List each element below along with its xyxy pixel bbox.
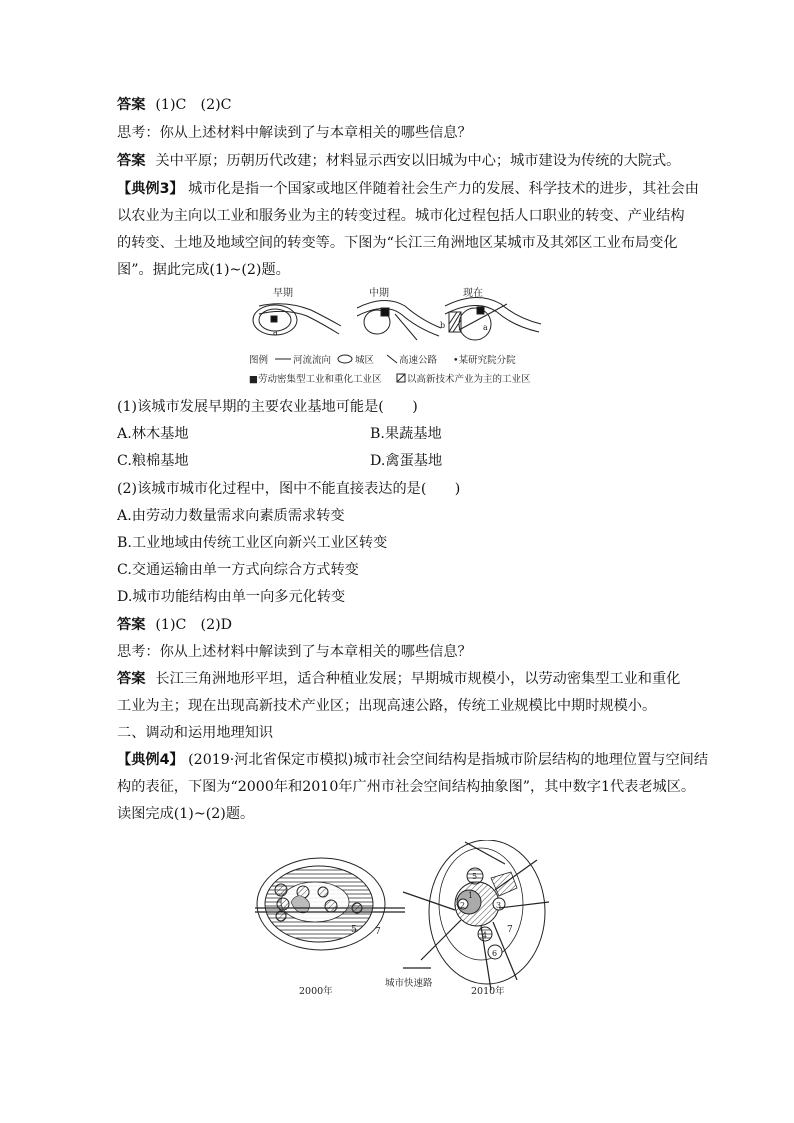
svg-text:5: 5	[351, 925, 357, 935]
think-question-2	[117, 642, 472, 662]
answer-text: 长江三角洲地形平坦，适合种植业发展；早期城市规模小，以劳动密集型工业和重化	[155, 671, 681, 687]
think-answer-1	[117, 151, 680, 171]
example-4-line-3: 读图完成(1)~(2)题。	[117, 806, 255, 822]
svg-text:7: 7	[375, 927, 381, 937]
think-question-1	[117, 123, 472, 143]
industrial-layout-figure	[245, 284, 565, 388]
example-3-tag: 【典例3】	[117, 181, 184, 197]
map-2010	[403, 840, 549, 997]
legend-heavy-industry: ■劳动密集型工业和重化工业区	[249, 374, 382, 385]
q2-option-d[interactable]: D.城市功能结构由单一向多元化转变	[117, 589, 346, 605]
example-4-line-2: 构的表征，下图为“2000年和2010年广州市社会空间结构抽象图”，其中数字1代表老城区。	[117, 779, 696, 795]
example-4-tag: 【典例4】	[117, 752, 184, 768]
legend-river: 河流流向	[293, 355, 332, 366]
q1-option-d[interactable]: D.禽蛋基地	[370, 453, 443, 469]
example-3-line-3: 的转变、土地及地域空间的转变等。下图为“长江三角洲地区某城市及其郊区工业布局变化	[117, 235, 678, 251]
label-middle: 中期	[369, 288, 389, 299]
answer-example-3	[117, 615, 232, 635]
label-now: 现在	[463, 288, 483, 299]
label-2000: 2000年	[299, 986, 333, 997]
svg-text:1: 1	[468, 891, 474, 900]
svg-text:城市快速路: 城市快速路	[385, 978, 433, 989]
example-3-line-4: 图”。据此完成(1)~(2)题。	[117, 262, 290, 278]
river-middle	[357, 300, 441, 328]
example-3-text: 城市化是指一个国家或地区伴随着社会生产力的发展、科学技术的进步，其社会由	[188, 181, 699, 197]
answer-label: 答案	[117, 617, 146, 633]
svg-text:5: 5	[472, 872, 478, 881]
think-text: 你从上述材料中解读到了与本章相关的哪些信息？	[159, 125, 472, 141]
label-early: 早期	[273, 288, 293, 299]
social-space-figure	[255, 840, 555, 1002]
svg-text:6: 6	[492, 949, 498, 958]
legend-highway: 高速公路	[399, 355, 438, 366]
heavy-industry-now	[477, 307, 484, 314]
river-early	[259, 304, 341, 326]
svg-text:b: b	[440, 321, 446, 330]
question-2: (2)该城市城市化过程中，图中不能直接表达的是( )	[117, 481, 461, 497]
map-2000	[255, 858, 405, 997]
legend-highway-icon	[387, 355, 397, 363]
example-3-line-2: 以农业为主向以工业和服务业为主的转变过程。城市化过程包括人口职业的转变、产业结构	[117, 208, 685, 224]
heavy-industry-middle	[381, 308, 389, 316]
legend-hightech: 以高新技术产业为主的工业区	[407, 374, 531, 385]
legend-prefix: 图例	[249, 355, 269, 366]
answer-label: 答案	[117, 153, 146, 169]
think-answer-2-line-2: 工业为主；现在出现高新技术产业区；出现高速公路，传统工业规模比中期时规模小。	[117, 698, 657, 714]
think-label: 思考：	[117, 125, 160, 141]
answer-label: 答案	[117, 671, 146, 687]
svg-text:3: 3	[496, 901, 502, 910]
svg-text:a: a	[483, 323, 488, 332]
question-1: (1)该城市发展早期的主要农业基地可能是( )	[117, 399, 418, 415]
answer-text: (1)C (2)D	[155, 617, 233, 633]
q2-option-b[interactable]: B.工业地域由传统工业区向新兴工业区转变	[117, 535, 388, 551]
q1-option-a[interactable]: A.林木基地	[117, 426, 189, 442]
q1-option-c[interactable]: C.粮棉基地	[117, 453, 189, 469]
legend-expressway	[385, 968, 433, 989]
svg-text:2: 2	[460, 901, 466, 910]
answer-text: 关中平原；历朝历代改建；材料显示西安以旧城为中心；城市建设为传统的大院式。	[155, 153, 681, 169]
section-heading-2: 二、调动和运用地理知识	[117, 725, 274, 741]
think-answer-2-line-1	[117, 669, 680, 689]
svg-text:4: 4	[482, 931, 488, 940]
legend-institute: •某研究院分院	[453, 355, 516, 366]
legend-city-icon	[338, 355, 352, 363]
think-label: 思考：	[117, 644, 160, 660]
answer-label: 答案	[117, 97, 146, 113]
think-text: 你从上述材料中解读到了与本章相关的哪些信息？	[159, 644, 472, 660]
q2-option-a[interactable]: A.由劳动力数量需求向素质需求转变	[117, 508, 345, 524]
heavy-industry-early	[271, 316, 277, 322]
svg-text:a: a	[273, 328, 278, 337]
answer-text: (1)C (2)C	[155, 97, 232, 113]
example-4-text: (2019·河北省保定市模拟)城市社会空间结构是指城市阶层结构的地理位置与空间结	[188, 752, 709, 768]
q1-option-b[interactable]: B.果蔬基地	[370, 426, 442, 442]
svg-text:7: 7	[507, 925, 513, 935]
q2-option-c[interactable]: C.交通运输由单一方式向综合方式转变	[117, 562, 359, 578]
answer-prev	[117, 95, 231, 115]
label-2010: 2010年	[471, 986, 505, 997]
example-4-line-1	[117, 750, 708, 770]
legend-city: 城区	[355, 355, 375, 366]
example-3-line-1	[117, 179, 699, 199]
